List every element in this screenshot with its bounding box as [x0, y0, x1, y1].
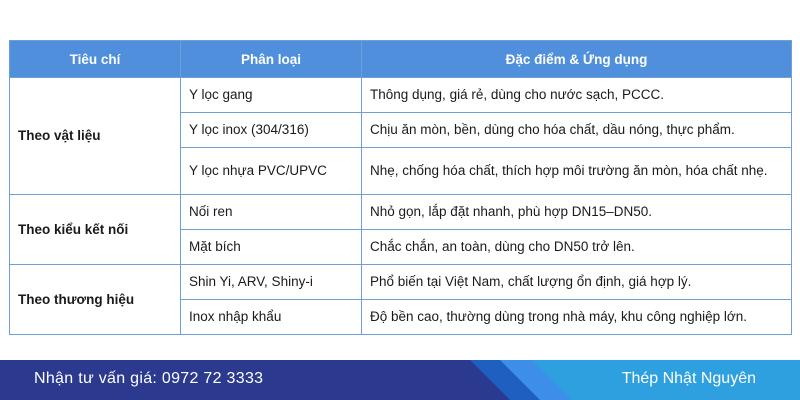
table-row — [10, 195, 792, 230]
contact-phone: Nhận tư vấn giá: 0972 72 3333 — [34, 370, 264, 387]
classification-table-wrapper — [9, 40, 791, 335]
criterion-cell: Theo thương hiệu — [10, 265, 181, 335]
header-features: Đặc điểm & Ứng dụng — [362, 41, 792, 78]
footer-banner — [0, 360, 800, 400]
desc-cell: Nhẹ, chống hóa chất, thích hợp môi trường ăn mòn, hóa chất nhẹ. — [362, 148, 792, 195]
type-cell: Shin Yi, ARV, Shiny-i — [181, 265, 362, 300]
type-cell: Mặt bích — [181, 230, 362, 265]
criterion-cell: Theo vật liệu — [10, 78, 181, 195]
header-criterion: Tiêu chí — [10, 41, 181, 78]
desc-cell: Độ bền cao, thường dùng trong nhà máy, khu công nghiệp lớn. — [362, 300, 792, 335]
table-header-row — [10, 41, 792, 78]
desc-cell: Chịu ăn mòn, bền, dùng cho hóa chất, dầu nóng, thực phẩm. — [362, 113, 792, 148]
table-row — [10, 265, 792, 300]
criterion-cell: Theo kiểu kết nối — [10, 195, 181, 265]
desc-cell: Chắc chắn, an toàn, dùng cho DN50 trở lên. — [362, 230, 792, 265]
brand-name: Thép Nhật Nguyên — [621, 370, 756, 387]
type-cell: Inox nhập khẩu — [181, 300, 362, 335]
type-cell: Y lọc nhựa PVC/UPVC — [181, 148, 362, 195]
type-cell: Y lọc gang — [181, 78, 362, 113]
desc-cell: Thông dụng, giá rẻ, dùng cho nước sạch, PCCC. — [362, 78, 792, 113]
type-cell: Y lọc inox (304/316) — [181, 113, 362, 148]
classification-table — [9, 40, 792, 335]
table-row — [10, 78, 792, 113]
type-cell: Nối ren — [181, 195, 362, 230]
desc-cell: Phổ biến tại Việt Nam, chất lượng ổn định, giá hợp lý. — [362, 265, 792, 300]
desc-cell: Nhỏ gọn, lắp đặt nhanh, phù hợp DN15–DN50. — [362, 195, 792, 230]
header-type: Phân loại — [181, 41, 362, 78]
